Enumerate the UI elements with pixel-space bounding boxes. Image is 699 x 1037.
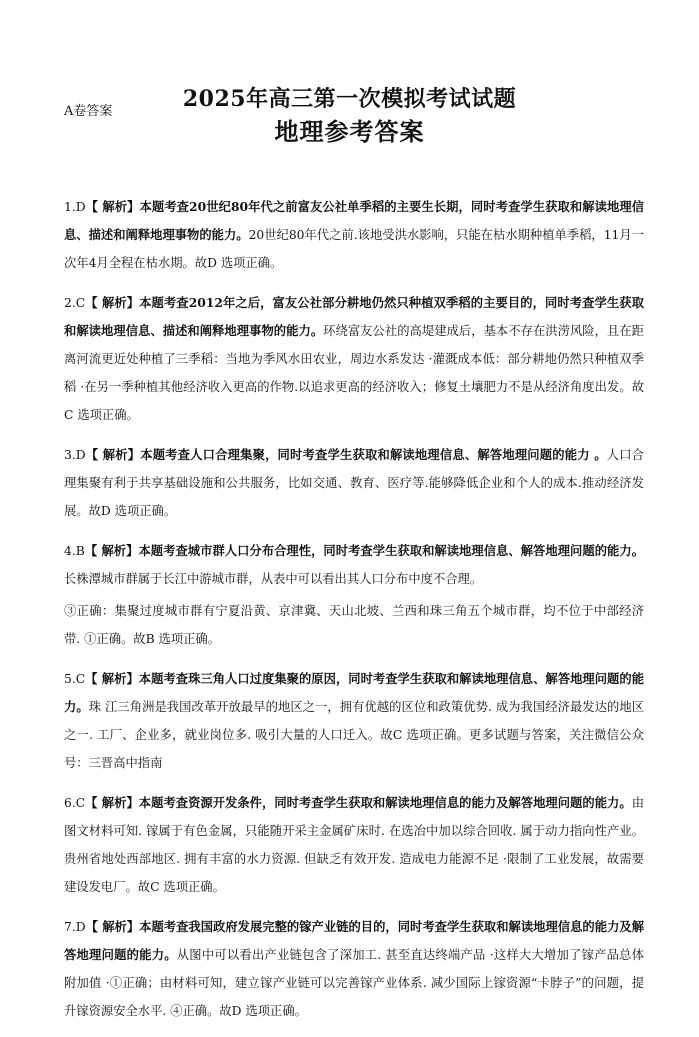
answer-item-1 bbox=[64, 193, 644, 277]
answer-list bbox=[64, 193, 644, 1037]
answer-item-7 bbox=[64, 913, 644, 1025]
answer-item-4 bbox=[64, 537, 644, 653]
answer-number: 5.C bbox=[64, 672, 86, 686]
answer-item-3 bbox=[64, 441, 644, 525]
answer-number: 3.D bbox=[64, 448, 86, 462]
answer-item-2 bbox=[64, 289, 644, 429]
answer-number: 1.D bbox=[64, 200, 86, 214]
analysis-lead: 【 解析】本题考查人口合理集聚，同时考查学生获取和解读地理信息、解答地理问题的能力 。 bbox=[85, 447, 607, 462]
exam-title: 2025年高三第一次模拟考试试题 bbox=[182, 86, 517, 112]
analysis-body: 人口合理集聚有利于共享基础设施和公共服务，比如交通、教育、医疗等.能够降低企业和个人的成本.推动经济发展。故D 选项正确。 bbox=[64, 448, 644, 518]
answer-number: 6.C bbox=[64, 796, 86, 810]
answer-number: 4.B bbox=[64, 544, 85, 558]
answer-number: 7.D bbox=[64, 920, 86, 934]
analysis-lead: 【 解析】本题考查2012年之后，富友公社部分耕地仍然只种植双季稻的主要目的，同时考查学生获取和解读地理信息、描述和阐释地理事物的能力。 bbox=[64, 295, 644, 338]
analysis-lead: 【 解析】本题考查珠三角人口过度集聚的原因，同时考查学生获取和解读地理信息、解答地理问题的能力。 bbox=[64, 671, 644, 714]
analysis-extra: ③正确：集聚过度城市群有宁夏沿黄、京津冀、天山北坡、兰西和珠三角五个城市群，均不位于中部经济带. ①正确。故B 选项正确。 bbox=[64, 604, 644, 646]
answer-item-6 bbox=[64, 789, 644, 901]
paper-version-label: A卷答案 bbox=[64, 104, 113, 119]
analysis-lead: 【 解析】本题考查城市群人口分布合理性，同时考查学生获取和解读地理信息、解答地理问题的能力。 bbox=[84, 543, 644, 558]
analysis-body: 长株潭城市群属于长江中游城市群，从表中可以看出其人口分布中度不合理。 bbox=[64, 572, 483, 586]
analysis-lead: 【 解析】本题考查资源开发条件，同时考查学生获取和解读地理信息的能力及解答地理问题的能力。 bbox=[85, 795, 632, 810]
answer-item-5 bbox=[64, 665, 644, 777]
analysis-body: 20世纪80年代之前.该地受洪水影响，只能在枯水期种植单季稻，11月一次年4月全程在枯水期。故D 选项正确。 bbox=[64, 228, 644, 270]
analysis-body: 从图中可以看出产业链包含了深加工. 甚至直达终端产品 ·这样大大增加了镓产品总体附加值 ·①正确；由材料可知，建立镓产业链可以完善镓产业体系. 减少国际上镓资源“卡脖子”的问题，提升镓资源安全水平. ④正确。故D 选项正确。 bbox=[64, 948, 644, 1018]
analysis-lead: 【 解析】本题考查20世纪80年代之前富友公社单季稻的主要生长期，同时考查学生获取和解读地理信息、描述和阐释地理事物的能力。 bbox=[64, 199, 644, 242]
answer-key-title: 地理参考答案 bbox=[274, 117, 425, 146]
answer-number: 2.C bbox=[64, 296, 86, 310]
analysis-body: 由图文材料可知. 镓属于有色金属，只能随开采主金属矿床时. 在选冶中加以综合回收. 属于动力指向性产业。贵州省地处西部地区. 拥有丰富的水力资源. 但缺乏有效开发. 造成电力能源不足 ·限制了工业发展，故需要建设发电厂。故C 选项正确。 bbox=[64, 796, 644, 894]
analysis-lead: 【 解析】本题考查我国政府发展完整的镓产业链的目的，同时考查学生获取和解读地理信息的能力及解答地理问题的能力。 bbox=[64, 919, 644, 962]
analysis-body: 环绕富友公社的高堤建成后，基本不存在洪涝风险，且在距离河流更近处种植了三季稻：当地为季风水田农业，周边水系发达 ·灌溉成本低：部分耕地仍然只种植双季稻 ·在另一季种植其他经济收入更高的作物.以追求更高的经济收入；修复土壤肥力不是从经济角度出发。故C 选项正确。 bbox=[64, 324, 644, 422]
analysis-body: 珠 江三角洲是我国改革开放最早的地区之一，拥有优越的区位和政策优势. 成为我国经济最发达的地区之一. 工厂、企业多，就业岗位多. 吸引大量的人口迁入。故C 选项正确。更多试题与答案，关注微信公众号：三晋高中指南 bbox=[64, 700, 644, 770]
